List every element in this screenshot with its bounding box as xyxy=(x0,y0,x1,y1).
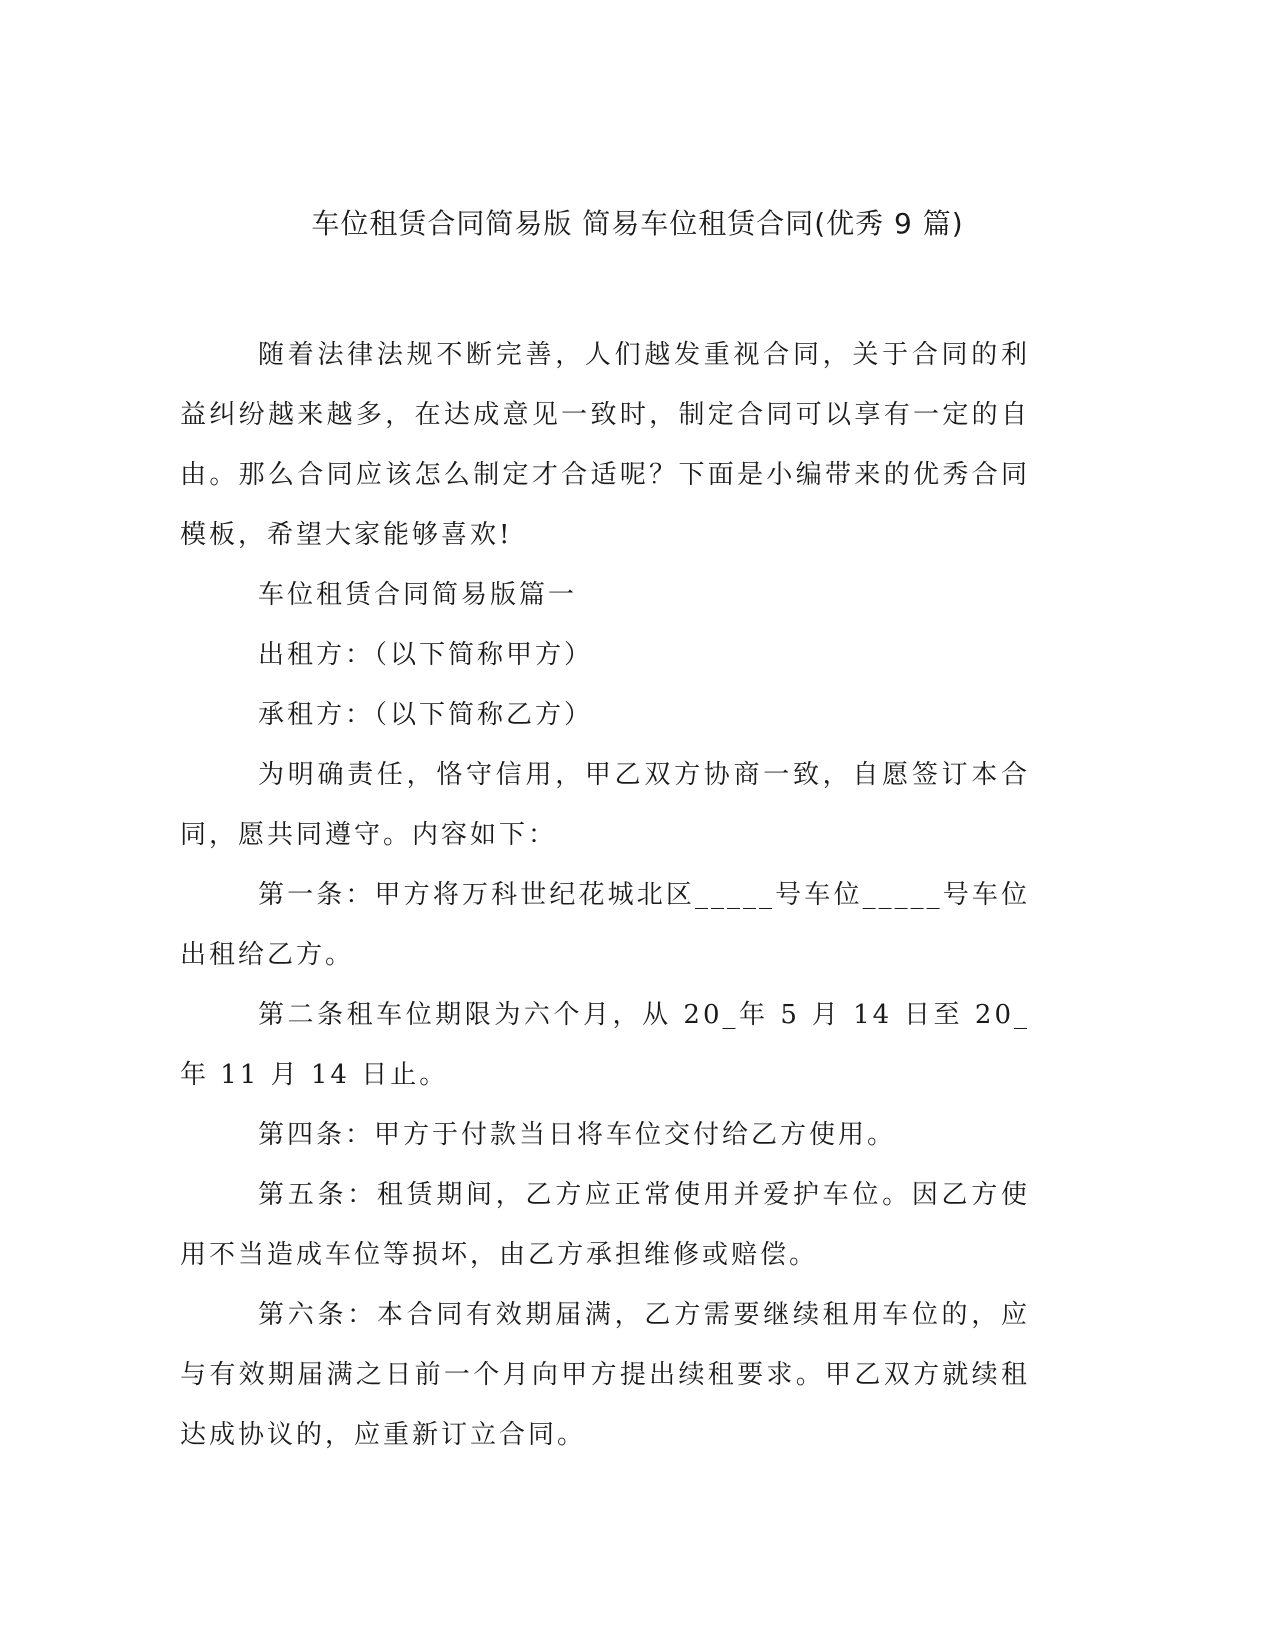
clause-6: 第六条：本合同有效期届满，乙方需要继续租用车位的，应与有效期届满之日前一个月向甲方提出续租要求。甲乙双方就续租达成协议的，应重新订立合同。 xyxy=(180,1300,1030,1450)
clause-5: 第五条：租赁期间，乙方应正常使用并爱护车位。因乙方使用不当造成车位等损坏，由乙方承担维修或赔偿。 xyxy=(180,1180,1030,1270)
document-body xyxy=(180,325,1030,1465)
clause-1: 第一条：甲方将万科世纪花城北区_____号车位_____号车位出租给乙方。 xyxy=(180,880,1030,970)
document-title: 车位租赁合同简易版 简易车位租赁合同(优秀 9 篇) xyxy=(311,207,964,240)
intro-paragraph: 随着法律法规不断完善，人们越发重视合同，关于合同的利益纠纷越来越多，在达成意见一致时，制定合同可以享有一定的自由。那么合同应该怎么制定才合适呢？下面是小编带来的优秀合同模板，希望大家能够喜欢! xyxy=(180,340,1030,550)
lessee-line: 承租方：（以下简称乙方） xyxy=(258,700,594,730)
preamble-paragraph: 为明确责任，恪守信用，甲乙双方协商一致，自愿签订本合同，愿共同遵守。内容如下： xyxy=(180,760,1030,850)
lessor-line: 出租方：（以下简称甲方） xyxy=(258,640,594,670)
section-heading: 车位租赁合同简易版篇一 xyxy=(258,580,578,610)
clause-2: 第二条租车位期限为六个月，从 20_年 5 月 14 日至 20_年 11 月 14 日止。 xyxy=(180,1000,1030,1090)
clause-4: 第四条：甲方于付款当日将车位交付给乙方使用。 xyxy=(258,1120,897,1150)
